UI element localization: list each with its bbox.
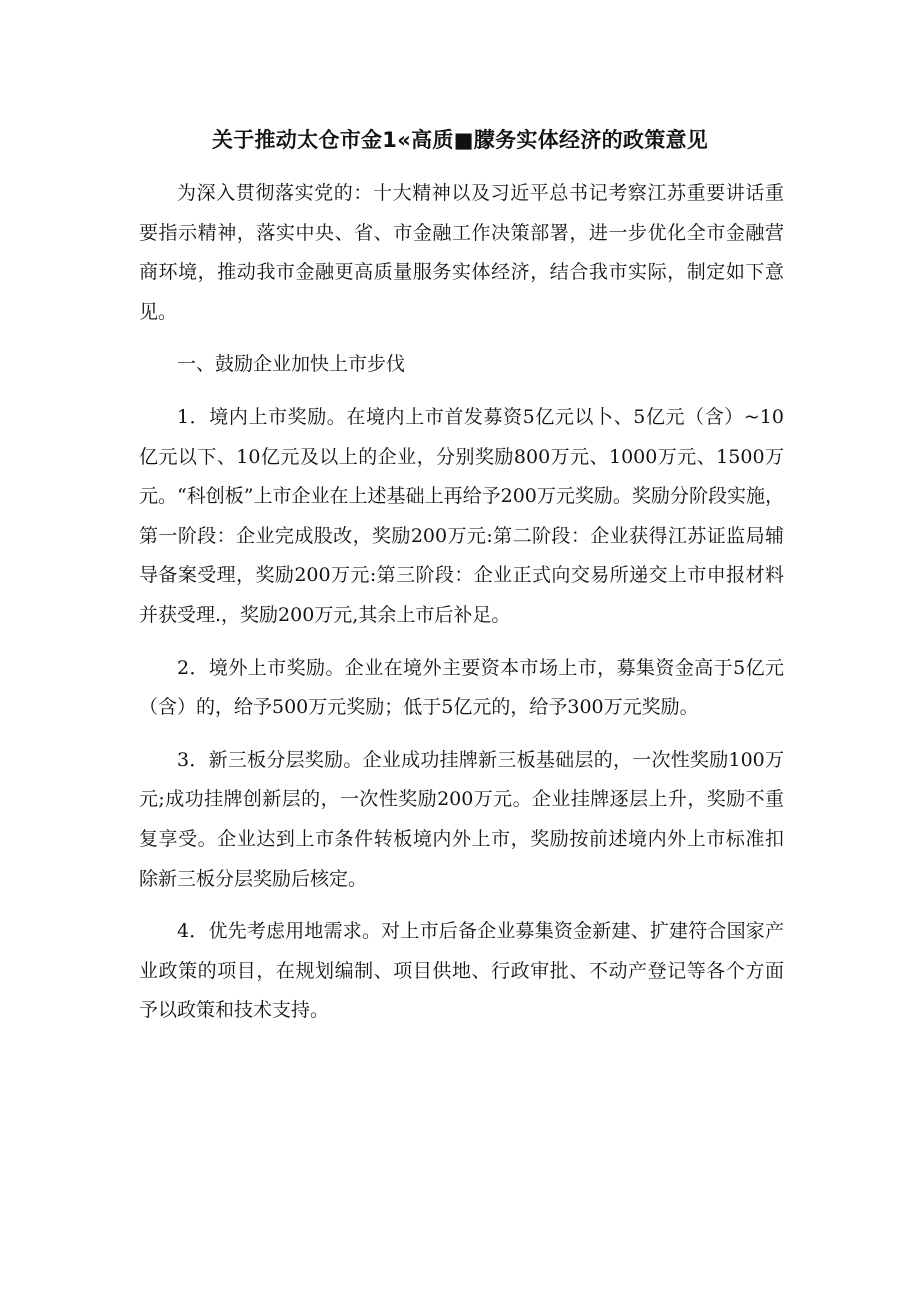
clause-3-paragraph: 3．新三板分层奖励。企业成功挂牌新三板基础层的，一次性奖励100万元;成功挂牌创新层的，一次性奖励200万元。企业挂牌逐层上升，奖励不重复享受。企业达到上市条件转板境内外上市，奖励按前述境内外上市标准扣除新三板分层奖励后核定。 bbox=[139, 748, 784, 890]
clause-1-paragraph: 1．境内上市奖励。在境内上市首发募资5亿元以卜、5亿元（含）~10亿元以下、10亿元及以上的企业，分别奖励800万元、1000万元、1500万元。“科创板”上市企业在上述基础上再给予200万元奖励。奖励分阶段实施，第一阶段：企业完成股改，奖励200万元:第二阶段：企业获得江苏证监局辅导备案受理，奖励200万元:第三阶段：企业正式向交易所递交上市申报材料并获受理.，奖励200万元,其余上市后补足。 bbox=[139, 405, 784, 626]
document-body bbox=[139, 174, 784, 1044]
document-title: 关于推动太仓市金1«高质■朦务实体经济的政策意见 bbox=[211, 128, 709, 152]
clause-4-paragraph: 4．优先考虑用地需求。对上市后备企业募集资金新建、扩建符合国家产业政策的项目，在规划编制、项目供地、行政审批、不动产登记等各个方面予以政策和技术支持。 bbox=[139, 920, 784, 1022]
section-heading: 一、鼓励企业加快上市步伐 bbox=[177, 353, 406, 376]
intro-paragraph: 为深入贯彻落实党的：十大精神以及习近平总书记考察江苏重要讲话重要指示精神，落实中央、省、市金融工作决策部署，进一步优化全市金融营商环境，推动我市金融更高质量服务实体经济，结合我市实际，制定如下意见。 bbox=[139, 182, 784, 323]
clause-2-paragraph: 2．境外上市奖励。企业在境外主要资本市场上市，募集资金高于5亿元（含）的，给予500万元奖励；低于5亿元的，给予300万元奖励。 bbox=[139, 656, 784, 719]
